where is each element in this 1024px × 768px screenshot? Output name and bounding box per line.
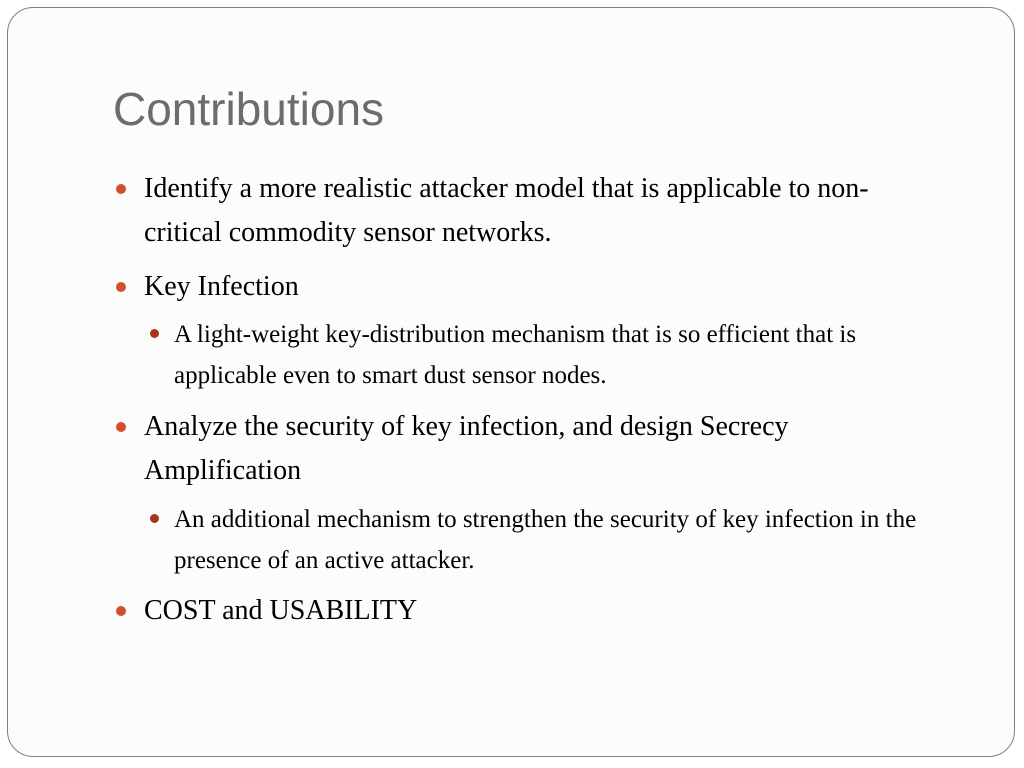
- bullet-text: Identify a more realistic attacker model that is applicable to non-critical commodity sensor networks.: [144, 173, 869, 248]
- bullet-text: Analyze the security of key infection, and design Secrecy Amplification: [144, 411, 789, 486]
- bullet-item: [144, 589, 944, 633]
- bullet-item: [144, 405, 944, 493]
- sub-bullet-item: [174, 314, 944, 396]
- sub-bullet-text: An additional mechanism to strengthen the security of key infection in the presence of an active attacker.: [174, 506, 917, 574]
- bullet-dot-icon: [116, 282, 126, 292]
- bullet-text: Key Infection: [144, 271, 299, 302]
- bullet-dot-icon: [116, 184, 126, 194]
- sub-bullet-item: [174, 499, 944, 581]
- slide-title: Contributions: [113, 83, 385, 135]
- bullet-dot-icon: [116, 606, 126, 616]
- bullet-dot-icon: [116, 422, 126, 432]
- bullet-item: [144, 265, 944, 309]
- sub-bullet-dot-icon: [150, 329, 159, 338]
- sub-bullet-dot-icon: [150, 514, 159, 523]
- bullet-text: COST and USABILITY: [144, 595, 418, 626]
- bullet-item: [144, 167, 944, 255]
- sub-bullet-text: A light-weight key-distribution mechanism that is so efficient that is applicable even to smart dust sensor nodes.: [174, 321, 857, 389]
